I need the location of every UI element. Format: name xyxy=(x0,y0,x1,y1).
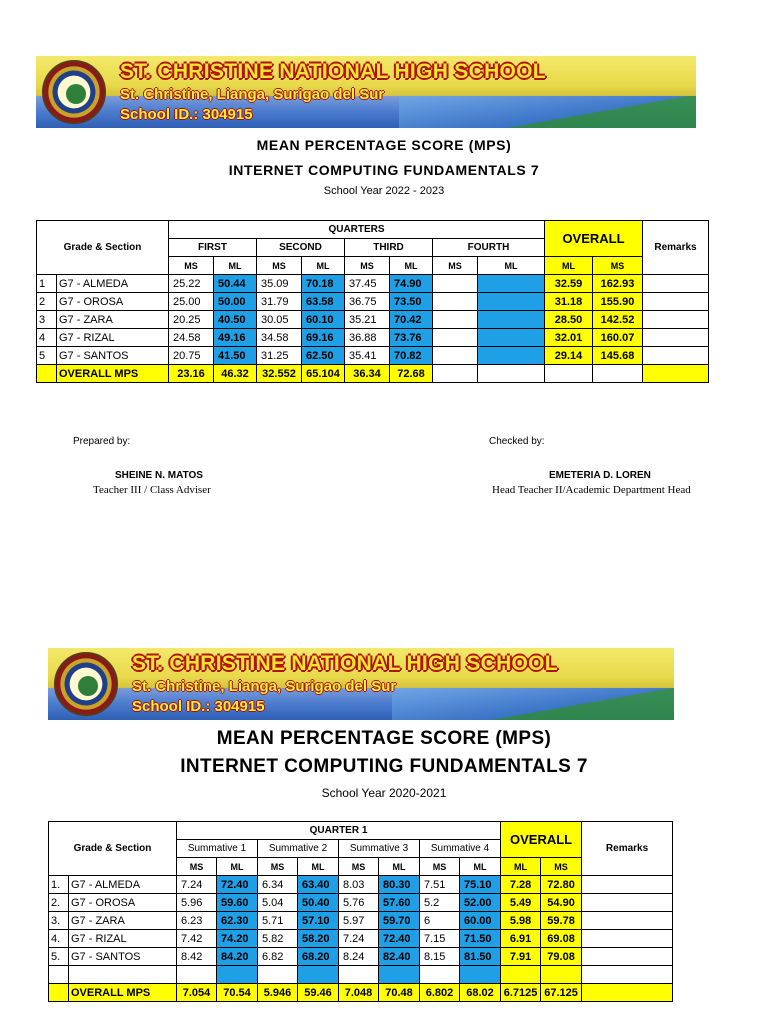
ml-cell xyxy=(460,966,501,984)
ml-cell xyxy=(298,966,339,984)
overall-header: OVERALL xyxy=(501,822,582,858)
overall-ms-cell: 142.52 xyxy=(593,311,643,329)
table-row xyxy=(37,311,709,329)
prepared-by-role: Teacher III / Class Adviser xyxy=(93,484,211,496)
overall-sub-header: ML xyxy=(545,257,593,275)
overall-ms-cell: 79.08 xyxy=(541,948,582,966)
row-number: 2. xyxy=(49,894,69,912)
overall-ml-cell: 5.49 xyxy=(501,894,541,912)
sub-header: ML xyxy=(460,858,501,876)
ms-cell: 35.41 xyxy=(345,347,390,365)
remarks-cell xyxy=(582,894,673,912)
row-number: 4. xyxy=(49,930,69,948)
overall-ml-cell: 32.59 xyxy=(545,275,593,293)
ms-cell: 7.51 xyxy=(420,876,460,894)
sub-header: ML xyxy=(390,257,433,275)
row-number: 2 xyxy=(37,293,57,311)
ml-cell: 57.60 xyxy=(379,894,420,912)
table-row xyxy=(49,876,673,894)
overall-ml-cell: 31.18 xyxy=(545,293,593,311)
overall-mps-value: 5.946 xyxy=(258,984,298,1002)
quarter-header: THIRD xyxy=(345,239,433,257)
ml-cell: 80.30 xyxy=(379,876,420,894)
ml-cell: 71.50 xyxy=(460,930,501,948)
mps-table-2020 xyxy=(48,821,673,1002)
row-number: 5 xyxy=(37,347,57,365)
ms-cell: 35.21 xyxy=(345,311,390,329)
ml-cell: 73.50 xyxy=(390,293,433,311)
overall-mps-value: 65.104 xyxy=(302,365,345,383)
table-row xyxy=(37,275,709,293)
school-year: School Year 2022 - 2023 xyxy=(323,185,445,197)
sub-header: MS xyxy=(339,858,379,876)
overall-ml-cell: 7.91 xyxy=(501,948,541,966)
grade-section-cell: G7 - OROSA xyxy=(69,894,177,912)
ml-cell: 70.18 xyxy=(302,275,345,293)
table-row xyxy=(49,912,673,930)
row-number: 3 xyxy=(37,311,57,329)
checked-by-label: Checked by: xyxy=(489,436,545,447)
ml-cell: 50.44 xyxy=(214,275,257,293)
sub-header: ML xyxy=(217,858,258,876)
table-row xyxy=(37,347,709,365)
school-year: School Year 2020-2021 xyxy=(321,786,447,800)
school-id: School ID.: 304915 xyxy=(132,698,265,715)
quarter-header: SECOND xyxy=(257,239,345,257)
sub-header: ML xyxy=(379,858,420,876)
sub-header: MS xyxy=(169,257,214,275)
sub-header: MS xyxy=(177,858,217,876)
grade-section-header: Grade & Section xyxy=(37,221,169,275)
overall-mps-value xyxy=(433,365,478,383)
overall-mps-value: 36.34 xyxy=(345,365,390,383)
summative-header: Summative 3 xyxy=(339,840,420,858)
ms-cell: 8.42 xyxy=(177,948,217,966)
ms-cell xyxy=(433,347,478,365)
overall-header: OVERALL xyxy=(545,221,643,257)
ml-cell: 50.40 xyxy=(298,894,339,912)
remarks-cell xyxy=(582,984,673,1002)
ms-cell: 24.58 xyxy=(169,329,214,347)
sub-header: MS xyxy=(345,257,390,275)
ms-cell xyxy=(258,966,298,984)
overall-mps-label: OVERALL MPS xyxy=(57,365,169,383)
ms-cell: 20.75 xyxy=(169,347,214,365)
grade-section-cell: G7 - ZARA xyxy=(69,912,177,930)
ms-cell: 7.15 xyxy=(420,930,460,948)
overall-ml-cell: 7.28 xyxy=(501,876,541,894)
overall-ms-cell: 69.08 xyxy=(541,930,582,948)
ms-cell: 5.76 xyxy=(339,894,379,912)
ms-cell: 5.97 xyxy=(339,912,379,930)
ms-cell: 7.24 xyxy=(177,876,217,894)
row-number: 1 xyxy=(37,275,57,293)
overall-mps-value: 32.552 xyxy=(257,365,302,383)
overall-mps-value: 72.68 xyxy=(390,365,433,383)
ms-cell xyxy=(433,329,478,347)
prepared-by-label: Prepared by: xyxy=(73,436,131,447)
ml-cell xyxy=(217,966,258,984)
grade-section-cell: G7 - ZARA xyxy=(57,311,169,329)
row-number: 4 xyxy=(37,329,57,347)
ms-cell: 36.88 xyxy=(345,329,390,347)
school-banner xyxy=(36,56,696,128)
ms-cell xyxy=(433,311,478,329)
remarks-cell xyxy=(643,347,709,365)
overall-sub-header: ML xyxy=(501,858,541,876)
overall-ml-cell: 29.14 xyxy=(545,347,593,365)
overall-mps-value: 6.802 xyxy=(420,984,460,1002)
ml-cell: 81.50 xyxy=(460,948,501,966)
ml-cell: 72.40 xyxy=(217,876,258,894)
ml-cell: 63.58 xyxy=(302,293,345,311)
school-name: ST. CHRISTINE NATIONAL HIGH SCHOOL xyxy=(132,652,558,675)
overall-mps-label: OVERALL MPS xyxy=(69,984,177,1002)
ms-cell: 6.82 xyxy=(258,948,298,966)
grade-section-header: Grade & Section xyxy=(49,822,177,876)
overall-sub-header: MS xyxy=(593,257,643,275)
ms-cell: 7.24 xyxy=(339,930,379,948)
quarter-header: FOURTH xyxy=(433,239,545,257)
mps-table-2022 xyxy=(36,220,709,383)
summative-header: Summative 1 xyxy=(177,840,258,858)
overall-ms-cell: 160.07 xyxy=(593,329,643,347)
ms-cell: 5.82 xyxy=(258,930,298,948)
overall-mps-value: 46.32 xyxy=(214,365,257,383)
checked-by-name: EMETERIA D. LOREN xyxy=(549,470,651,481)
sub-header: MS xyxy=(257,257,302,275)
grade-section-cell: G7 - SANTOS xyxy=(69,948,177,966)
overall-mps-value xyxy=(478,365,545,383)
ms-cell xyxy=(177,966,217,984)
row-number: 1. xyxy=(49,876,69,894)
sub-header: MS xyxy=(420,858,460,876)
ms-cell: 7.42 xyxy=(177,930,217,948)
grade-section-cell: G7 - SANTOS xyxy=(57,347,169,365)
ml-cell: 69.16 xyxy=(302,329,345,347)
ml-cell: 72.40 xyxy=(379,930,420,948)
ml-cell: 59.60 xyxy=(217,894,258,912)
sub-header: ML xyxy=(302,257,345,275)
quarters-header: QUARTERS xyxy=(169,221,545,239)
report-title: MEAN PERCENTAGE SCORE (MPS) xyxy=(256,137,512,153)
grade-section-cell: G7 - ALMEDA xyxy=(69,876,177,894)
row-number xyxy=(49,966,69,984)
overall-ml-cell: 6.7125 xyxy=(501,984,541,1002)
row-number xyxy=(49,984,69,1002)
school-seal-icon xyxy=(54,652,118,716)
overall-ms-cell xyxy=(541,966,582,984)
overall-sub-header: MS xyxy=(541,858,582,876)
table-row xyxy=(37,329,709,347)
overall-mps-value: 70.54 xyxy=(217,984,258,1002)
row-number: 3. xyxy=(49,912,69,930)
checked-by-role: Head Teacher II/Academic Department Head xyxy=(492,484,691,496)
ml-cell: 57.10 xyxy=(298,912,339,930)
ml-cell: 58.20 xyxy=(298,930,339,948)
summative-header: Summative 2 xyxy=(258,840,339,858)
summative-header: Summative 4 xyxy=(420,840,501,858)
ml-cell: 75.10 xyxy=(460,876,501,894)
ml-cell xyxy=(478,311,545,329)
table-row xyxy=(49,966,673,984)
ml-cell: 70.42 xyxy=(390,311,433,329)
ms-cell: 8.03 xyxy=(339,876,379,894)
overall-ms-cell xyxy=(593,365,643,383)
table-row xyxy=(49,948,673,966)
ml-cell: 60.10 xyxy=(302,311,345,329)
report-subject: INTERNET COMPUTING FUNDAMENTALS 7 xyxy=(180,756,588,777)
ml-cell: 50.00 xyxy=(214,293,257,311)
ml-cell xyxy=(379,966,420,984)
remarks-cell xyxy=(643,365,709,383)
table-row xyxy=(49,894,673,912)
ml-cell: 60.00 xyxy=(460,912,501,930)
ml-cell: 52.00 xyxy=(460,894,501,912)
banner-field-graphic xyxy=(392,688,674,720)
ml-cell: 74.90 xyxy=(390,275,433,293)
ml-cell: 84.20 xyxy=(217,948,258,966)
ms-cell: 6.34 xyxy=(258,876,298,894)
ms-cell: 25.00 xyxy=(169,293,214,311)
sub-header: ML xyxy=(478,257,545,275)
ml-cell: 73.76 xyxy=(390,329,433,347)
school-name: ST. CHRISTINE NATIONAL HIGH SCHOOL xyxy=(120,60,546,83)
school-banner xyxy=(48,648,674,720)
ml-cell: 59.70 xyxy=(379,912,420,930)
ml-cell: 40.50 xyxy=(214,311,257,329)
overall-mps-value: 70.48 xyxy=(379,984,420,1002)
ml-cell: 62.50 xyxy=(302,347,345,365)
remarks-header: Remarks xyxy=(643,221,709,275)
ms-cell: 5.04 xyxy=(258,894,298,912)
overall-ms-cell: 145.68 xyxy=(593,347,643,365)
grade-section-cell: G7 - ALMEDA xyxy=(57,275,169,293)
ms-cell: 8.24 xyxy=(339,948,379,966)
quarter-header: FIRST xyxy=(169,239,257,257)
ms-cell: 31.79 xyxy=(257,293,302,311)
ms-cell xyxy=(420,966,460,984)
ms-cell xyxy=(339,966,379,984)
ml-cell: 74.20 xyxy=(217,930,258,948)
remarks-cell xyxy=(643,293,709,311)
remarks-cell xyxy=(582,930,673,948)
ml-cell xyxy=(478,329,545,347)
ml-cell xyxy=(478,347,545,365)
ms-cell: 6 xyxy=(420,912,460,930)
remarks-cell xyxy=(582,948,673,966)
ml-cell: 62.30 xyxy=(217,912,258,930)
ms-cell: 30.05 xyxy=(257,311,302,329)
overall-mps-value: 68.02 xyxy=(460,984,501,1002)
grade-section-cell: G7 - OROSA xyxy=(57,293,169,311)
remarks-cell xyxy=(582,966,673,984)
banner-field-graphic xyxy=(399,96,696,128)
overall-ml-cell xyxy=(501,966,541,984)
grade-section-cell: G7 - RIZAL xyxy=(69,930,177,948)
remarks-cell xyxy=(582,912,673,930)
overall-ml-cell: 6.91 xyxy=(501,930,541,948)
ms-cell: 37.45 xyxy=(345,275,390,293)
report-subject: INTERNET COMPUTING FUNDAMENTALS 7 xyxy=(228,162,540,178)
quarter-header: QUARTER 1 xyxy=(177,822,501,840)
remarks-header: Remarks xyxy=(582,822,673,876)
ms-cell: 8.15 xyxy=(420,948,460,966)
row-number: 5. xyxy=(49,948,69,966)
ms-cell: 36.75 xyxy=(345,293,390,311)
ms-cell: 35.09 xyxy=(257,275,302,293)
overall-mps-value: 23.16 xyxy=(169,365,214,383)
overall-ml-cell xyxy=(545,365,593,383)
ms-cell: 31.25 xyxy=(257,347,302,365)
table-row xyxy=(49,930,673,948)
school-address: St. Christine, Lianga, Surigao del Sur xyxy=(132,678,397,695)
sub-header: ML xyxy=(214,257,257,275)
sub-header: MS xyxy=(258,858,298,876)
ml-cell xyxy=(478,275,545,293)
table-row xyxy=(37,293,709,311)
prepared-by-name: SHEINE N. MATOS xyxy=(115,470,203,481)
ms-cell: 5.96 xyxy=(177,894,217,912)
remarks-cell xyxy=(582,876,673,894)
ms-cell: 34.58 xyxy=(257,329,302,347)
overall-mps-row xyxy=(37,365,709,383)
ms-cell: 6.23 xyxy=(177,912,217,930)
ml-cell: 82.40 xyxy=(379,948,420,966)
overall-mps-value: 7.054 xyxy=(177,984,217,1002)
grade-section-cell xyxy=(69,966,177,984)
remarks-cell xyxy=(643,329,709,347)
ml-cell xyxy=(478,293,545,311)
ml-cell: 41.50 xyxy=(214,347,257,365)
sub-header: MS xyxy=(433,257,478,275)
ms-cell: 5.71 xyxy=(258,912,298,930)
ms-cell xyxy=(433,293,478,311)
ms-cell: 5.2 xyxy=(420,894,460,912)
remarks-cell xyxy=(643,311,709,329)
school-id: School ID.: 304915 xyxy=(120,106,253,123)
row-number xyxy=(37,365,57,383)
ml-cell: 70.82 xyxy=(390,347,433,365)
overall-ms-cell: 67.125 xyxy=(541,984,582,1002)
ms-cell: 20.25 xyxy=(169,311,214,329)
overall-ml-cell: 5.98 xyxy=(501,912,541,930)
ms-cell xyxy=(433,275,478,293)
school-seal-icon xyxy=(42,60,106,124)
school-address: St. Christine, Lianga, Surigao del Sur xyxy=(120,86,385,103)
overall-ms-cell: 59.78 xyxy=(541,912,582,930)
ml-cell: 68.20 xyxy=(298,948,339,966)
overall-ms-cell: 162.93 xyxy=(593,275,643,293)
overall-ml-cell: 28.50 xyxy=(545,311,593,329)
grade-section-cell: G7 - RIZAL xyxy=(57,329,169,347)
overall-ms-cell: 155.90 xyxy=(593,293,643,311)
overall-mps-value: 7.048 xyxy=(339,984,379,1002)
overall-ms-cell: 72.80 xyxy=(541,876,582,894)
report-title: MEAN PERCENTAGE SCORE (MPS) xyxy=(216,728,552,749)
remarks-cell xyxy=(643,275,709,293)
overall-ml-cell: 32.01 xyxy=(545,329,593,347)
overall-mps-row xyxy=(49,984,673,1002)
ms-cell: 25.22 xyxy=(169,275,214,293)
overall-ms-cell: 54.90 xyxy=(541,894,582,912)
ml-cell: 49.16 xyxy=(214,329,257,347)
overall-mps-value: 59.46 xyxy=(298,984,339,1002)
ml-cell: 63.40 xyxy=(298,876,339,894)
sub-header: ML xyxy=(298,858,339,876)
